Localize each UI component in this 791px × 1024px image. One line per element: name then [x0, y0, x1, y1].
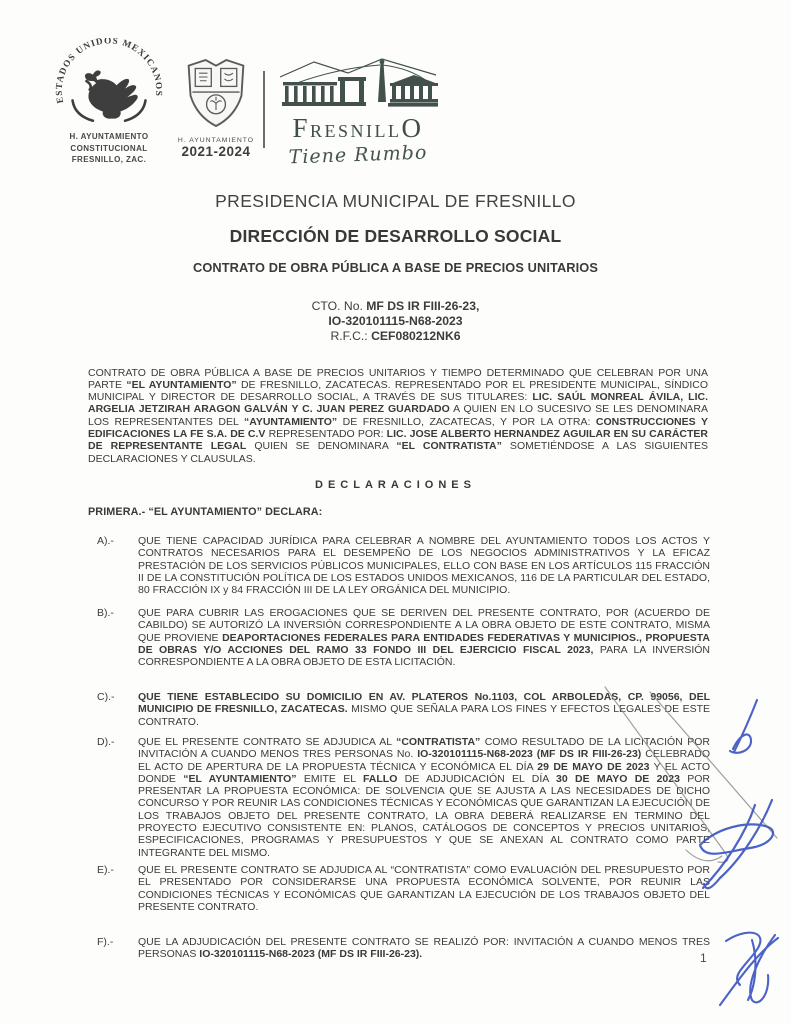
- intro-paragraph: CONTRATO DE OBRA PÚBLICA A BASE DE PRECIOS UNITARIOS Y TIEMPO DETERMINADO QUE CELEBRAN POR UNA PARTE “EL AYUNTAMIENTO” DE FRESNILLO, ZACATECAS. REPRESENTADO POR EL PRESIDENTE MUNICIPAL, SÍNDICO MUNICIPAL Y DIRECTOR DE DESARROLLO SOCIAL, A TRAVÉS DE SUS TITULARES: LIC. SAÚL MONREAL ÁVILA, LIC. ARGELIA JETZIRAH ARAGON GALVÁN Y C. JUAN PEREZ GUARDADO A QUIEN EN LO SUCESIVO SE LES DENOMINARA LOS REPRESENTANTES DEL “AYUNTAMIENTO” DE FRESNILLO, ZACATECAS, Y POR LA OTRA: CONSTRUCCIONES Y EDIFICACIONES LA FE S.A. DE C.V REPRESENTADO POR: LIC. JOSE ALBERTO HERNANDEZ AGUILAR EN SU CARÁCTER DE REPRESENTANTE LEGAL QUIEN SE DENOMINARA “EL CONTRATISTA” SOMETIÉNDOSE A LAS SIGUIENTES DECLARACIONES Y CLAUSULAS.: [88, 366, 709, 465]
- item-text: QUE PARA CUBRIR LAS EROGACIONES QUE SE DERIVEN DEL PRESENTE CONTRATO, POR (ACUERDO DE CABILDO) SE AUTORIZÓ LA INVERSIÓN CORRESPONDIENTE A LA OBRA OBJETO DE ESTE CONTRATO, MISMA QUE PROVIENE DEAPORTACIONES FEDERALES PARA ENTIDADES FEDERATIVAS Y MUNICIPIOS., PROPUESTA DE OBRAS Y/O ACCIONES DEL RAMO 33 FONDO III DEL EJERCICIO FISCAL 2023, PARA LA INVERSIÓN CORRESPONDIENTE A LA OBRA OBJETO DE ESTA LICITACIÓN.: [138, 607, 710, 669]
- brand-wordmark: FRESNILLO: [292, 113, 424, 143]
- item-text: QUE TIENE CAPACIDAD JURÍDICA PARA CELEBRAR A NOMBRE DEL AYUNTAMIENTO TODOS LOS ACTOS Y CONTRATOS NECESARIOS PARA EL DESEMPEÑO DE LOS NEGOCIOS ADMINISTRATIVOS Y LA EFICAZ PRESTACIÓN DE LOS SERVICIOS PÚBLICOS MUNICIPALES, ELLO CON BASE EN LOS ARTÍCULOS 115 FRACCIÓN II DE LA CONSTITUCIÓN POLÍTICA DE LOS ESTADOS UNIDOS MEXICANOS, 116 DE LA PARTICULAR DEL ESTADO, 80 FRACCIÓN IX y 84 FRACCIÓN III DE LA LEY ORGÁNICA DEL MUNICIPIO.: [138, 535, 710, 597]
- page-title: PRESIDENCIA MUNICIPAL DE FRESNILLO: [215, 191, 576, 211]
- declaration-item-f: [88, 936, 710, 961]
- page-number: 1: [700, 951, 707, 965]
- item-letter: F).-: [97, 936, 114, 948]
- blue-pen-signature-1: [730, 700, 757, 753]
- declaration-item-e: [88, 864, 710, 913]
- item-text: QUE EL PRESENTE CONTRATO SE ADJUDICA AL “CONTRATISTA” COMO EVALUACIÓN DEL PRESUPUESTO POR EL PRESENTADO POR CONSIDERARSE UNA PROPUESTA ECONÓMICA SOLVENTE, POR REUNIR LAS CONDICIONES TÉCNICAS Y ECONÓMICAS QUE GARANTIZAN LA EJECUCIÓN DE LOS TRABAJOS OBJETO DEL PRESENTE CONTRATO.: [138, 864, 710, 913]
- municipal-crest-logo: [166, 56, 266, 159]
- eagle-arc-text: ESTADOS UNIDOS MEXICANOS: [53, 38, 165, 105]
- eagle-caption-line: H. AYUNTAMIENTO: [69, 132, 149, 141]
- declaration-item-c: [88, 691, 710, 728]
- contract-type-title: CONTRATO DE OBRA PÚBLICA A BASE DE PRECIOS UNITARIOS: [192, 260, 598, 275]
- contract-reference-block: [0, 299, 791, 343]
- crest-caption-line2: 2021-2024: [181, 144, 251, 159]
- first-declaration-heading: PRIMERA.- “EL AYUNTAMIENTO” DECLARA:: [88, 506, 323, 518]
- item-text: QUE TIENE ESTABLECIDO SU DOMICILIO EN AV. PLATEROS No.1103, COL ARBOLEDAS, CP. 99056, DEL MUNICIPIO DE FRESNILLO, ZACATECAS. MISMO QUE SEÑALA PARA LOS FINES Y EFECTOS LEGALES DE ESTE CONTRATO.: [138, 691, 710, 728]
- crest-icon: [183, 56, 249, 130]
- item-text: QUE LA ADJUDICACIÓN DEL PRESENTE CONTRATO SE REALIZÓ POR: INVITACIÓN A CUANDO MENOS TRES PERSONAS IO-320101115-N68-2023 (MF DS IR FIII-26-23).: [138, 936, 710, 961]
- item-letter: D).-: [97, 736, 115, 748]
- crest-caption-line1: H. AYUNTAMIENTO: [177, 137, 255, 144]
- blue-pen-signature-3: [720, 933, 778, 1005]
- eagle-caption-line: FRESNILLO, ZAC.: [71, 155, 147, 164]
- contract-number-line: CTO. No. MF DS IR FIII-26-23,: [311, 299, 480, 313]
- header-divider: [263, 71, 265, 148]
- declaration-item-b: [88, 607, 710, 668]
- item-letter: C).-: [97, 691, 115, 703]
- eagle-caption-line: CONSTITUCIONAL: [70, 143, 148, 153]
- declaration-item-a: [88, 535, 710, 596]
- brand-tagline: Tiene Rumbo: [288, 141, 428, 169]
- declaration-item-d: [88, 736, 710, 859]
- item-text: QUE EL PRESENTE CONTRATO SE ADJUDICA AL “CONTRATISTA” COMO RESULTADO DE LA LICITACIÓN POR INVITACIÓN A CUANDO MENOS TRES PERSONAS No. IO-320101115-N68-2023 (MF DS IR FIII-26-23) CELEBRADO EL ACTO DE APERTURA DE LA PROPUESTA TÉCNICA Y ECONÓMICA EL DÍA 29 DE MAYO DE 2023 Y EL ACTO DONDE “EL AYUNTAMIENTO” EMITE EL FALLO DE ADJUDICACIÓN EL DÍA 30 DE MAYO DE 2023 POR PRESENTAR LA PROPUESTA ECONÓMICA: DE SOLVENCIA QUE SE AJUSTA A LAS NECESIDADES DE DICHO CONCURSO Y POR REUNIR LAS CONDICIONES TÉCNICAS Y ECONÓMICAS QUE GARANTIZAN LA EJECUCIÓN DE LOS TRABAJOS OBJETO DEL PRESENTE CONTRATO, LA OBRA DEBERÁ REALIZARSE EN TERMINO DEL PROYECTO EJECUTIVO CONSISTENTE EN: PLANOS, CATÁLOGOS DE CONCEPTOS Y PRECIOS UNITARIOS, ESPECIFICACIONES, PROGRAMAS Y PRESUPUESTOS Y QUE SE ANEXAN AL CONTRATO COMO PARTE INTEGRANTE DEL MISMO.: [138, 736, 711, 859]
- rfc-line: R.F.C.: CEF080212NK6: [330, 328, 461, 343]
- item-letter: B).-: [97, 607, 114, 619]
- item-letter: E).-: [97, 864, 114, 876]
- fresnillo-brand-logo: [270, 56, 446, 169]
- eagle-icon: [50, 38, 168, 122]
- fresnillo-skyline-icon: [277, 56, 439, 110]
- blue-pen-signature-2: [700, 800, 773, 888]
- item-letter: A).-: [97, 535, 114, 547]
- tender-number-line: IO-320101115-N68-2023: [328, 313, 463, 328]
- declarations-heading: DECLARACIONES: [315, 479, 476, 491]
- national-coat-of-arms-logo: [48, 38, 170, 166]
- department-title: DIRECCIÓN DE DESARROLLO SOCIAL: [229, 226, 562, 246]
